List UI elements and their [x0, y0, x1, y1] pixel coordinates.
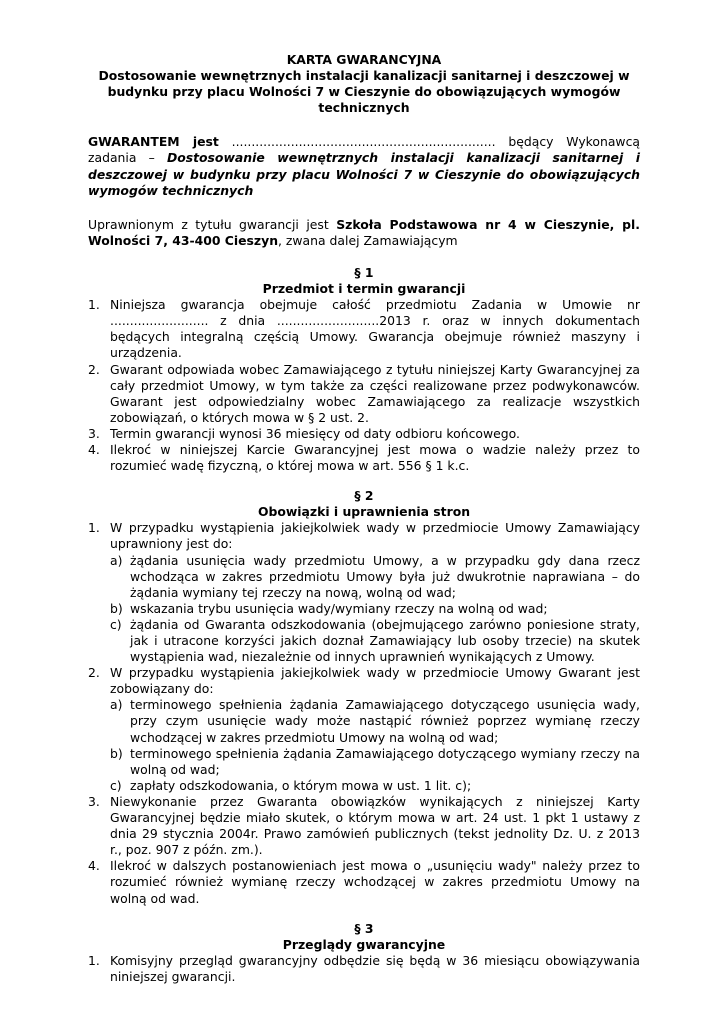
list-item: [88, 520, 640, 665]
sub-item-letter: b): [110, 745, 123, 761]
sub-item: [110, 601, 640, 617]
section-number: § 2: [354, 488, 374, 504]
sub-item: [110, 617, 640, 665]
sub-item-letter: a): [110, 552, 123, 568]
document-title: KARTA GWARANCYJNA: [286, 52, 442, 67]
list-item: [88, 665, 640, 794]
entitled-prefix: Uprawnionym z tytułu gwarancji jest: [88, 216, 329, 232]
sub-item-text: żądania od Gwaranta odszkodowania (obejmującego zarówno poniesione straty, jak i utracone korzyści jakich doznał Zamawiający lub osoby trzecie) na skutek wystąpienia wad, niezależnie od innych uprawnień wynikających z Umowy.: [130, 616, 640, 665]
title-block: [88, 52, 640, 116]
sub-item-letter: c): [110, 616, 122, 632]
list-item: [88, 442, 640, 474]
item-number: 2.: [88, 665, 100, 681]
sub-item-text: terminowego spełnienia żądania Zamawiającego dotyczącego usunięcia wady, przy czym usunięcie wady może nastąpić również poprzez wymianę rzeczy wchodzącej w zakres przedmiotu Umowy na wolną od wad;: [130, 697, 640, 745]
sub-item-letter: c): [110, 777, 122, 793]
guarantor-dots: ...................................................................: [231, 134, 496, 150]
section-number: § 1: [354, 264, 374, 280]
section-1: [88, 265, 640, 474]
document-page: [88, 52, 640, 999]
guarantor-paragraph: [88, 134, 640, 198]
item-text: Gwarant odpowiada wobec Zamawiającego z tytułu niniejszej Karty Gwarancyjnej za cały przedmiot Umowy, w tym także za części realizowane przez podwykonawców. Gwarant jest odpowiedzialny wobec Zamawiającego za realizacje wszystkich zobowiązań, o których mowa w § 2 ust. 2.: [110, 361, 640, 425]
section-2: [88, 488, 640, 906]
section-heading: Przeglądy gwarancyjne: [282, 936, 446, 952]
item-text: Ilekroć w dalszych postanowieniach jest mowa o „usunięciu wady" należy przez to rozumieć również wymianę rzeczy wchodzącej w zakres przedmiotu Umowy na wolną od wad.: [110, 858, 640, 906]
sub-item-text: zapłaty odszkodowania, o którym mowa w ust. 1 lit. c);: [130, 777, 472, 793]
item-number: 3.: [88, 793, 100, 809]
list-item: [88, 297, 640, 361]
sub-item: [110, 746, 640, 778]
item-text: Niniejsza gwarancja obejmuje całość przedmiotu Zadania w Umowie nr ......................... z dnia ..........................2013 r. oraz w innych dokumentach będących integralną częścią Umowy. Gwarancja obejmuje również maszyny i urządzenia.: [110, 297, 640, 361]
guarantor-text: będący Wykonawcą zadania –: [88, 134, 640, 166]
section-heading: Obowiązki i uprawnienia stron: [257, 504, 471, 520]
sub-item-text: terminowego spełnienia żądania Zamawiającego dotyczącego wymiany rzeczy na wolną od wad;: [130, 745, 640, 777]
entitled-name: Szkoła Podstawowa nr 4 w Cieszynie, pl. Wolności 7, 43-400 Cieszyn: [88, 216, 640, 248]
item-text: W przypadku wystąpienia jakiejkolwiek wady w przedmiocie Umowy Zamawiający uprawniony jest do:: [110, 520, 640, 552]
guarantor-label: GWARANTEM jest: [88, 134, 219, 150]
item-number: 4.: [88, 441, 100, 457]
item-number: 1.: [88, 297, 100, 313]
item-number: 1.: [88, 520, 100, 536]
section-list: [88, 953, 640, 985]
section-list: [88, 520, 640, 906]
item-number: 1.: [88, 952, 100, 968]
list-item: [88, 794, 640, 858]
sub-list: [110, 553, 640, 666]
section-heading: Przedmiot i termin gwarancji: [262, 281, 466, 297]
list-item: [88, 362, 640, 426]
item-text: Termin gwarancji wynosi 36 miesięcy od daty odbioru końcowego.: [110, 425, 520, 441]
sub-item: [110, 778, 640, 794]
sub-item-text: żądania usunięcia wady przedmiotu Umowy, a w przypadku gdy dana rzecz wchodząca w zakres przedmiotu Umowy była już dwukrotnie naprawiana – do żądania wymiany tej rzeczy na nową, wolną od wad;: [130, 552, 640, 600]
entitled-paragraph: [88, 217, 640, 249]
sub-item-letter: b): [110, 600, 123, 616]
section-list: [88, 297, 640, 474]
sub-item-letter: a): [110, 697, 123, 713]
item-text: Komisyjny przegląd gwarancyjny odbędzie się będą w 36 miesiącu obowiązywania niniejszej gwarancji.: [110, 952, 640, 984]
item-text: W przypadku wystąpienia jakiejkolwiek wady w przedmiocie Umowy Gwarant jest zobowiązany do:: [110, 665, 640, 697]
sub-item: [110, 697, 640, 745]
item-text: Niewykonanie przez Gwaranta obowiązków wynikających z niniejszej Karty Gwarancyjnej będzie miało skutek, o którym mowa w art. 24 ust. 1 pkt 1 ustawy z dnia 29 stycznia 2004r. Prawo zamówień publicznych (tekst jednolity Dz. U. z 2013 r., poz. 907 z późn. zm.).: [110, 793, 640, 858]
document-subtitle: Dostosowanie wewnętrznych instalacji kanalizacji sanitarnej i deszczowej w budynku przy placu Wolności 7 w Cieszynie do obowiązujących wymogów technicznych: [98, 68, 630, 116]
item-number: 3.: [88, 425, 100, 441]
item-number: 2.: [88, 361, 100, 377]
sub-item: [110, 553, 640, 601]
entitled-suffix: , zwana dalej Zamawiającym: [278, 232, 458, 248]
list-item: [88, 953, 640, 985]
section-number: § 3: [354, 920, 374, 936]
task-name: Dostosowanie wewnętrznych instalacji kanalizacji sanitarnej i deszczowej w budynku przy placu Wolności 7 w Cieszynie do obowiązujących wymogów technicznych: [88, 150, 640, 198]
list-item: [88, 858, 640, 906]
section-3: [88, 921, 640, 985]
item-text: Ilekroć w niniejszej Karcie Gwarancyjnej jest mowa o wadzie należy przez to rozumieć wadę fizyczną, o której mowa w art. 556 § 1 k.c.: [110, 441, 640, 474]
item-number: 4.: [88, 858, 100, 874]
sub-list: [110, 697, 640, 794]
list-item: [88, 426, 640, 442]
sub-item-text: wskazania trybu usunięcia wady/wymiany rzeczy na wolną od wad;: [130, 600, 548, 616]
